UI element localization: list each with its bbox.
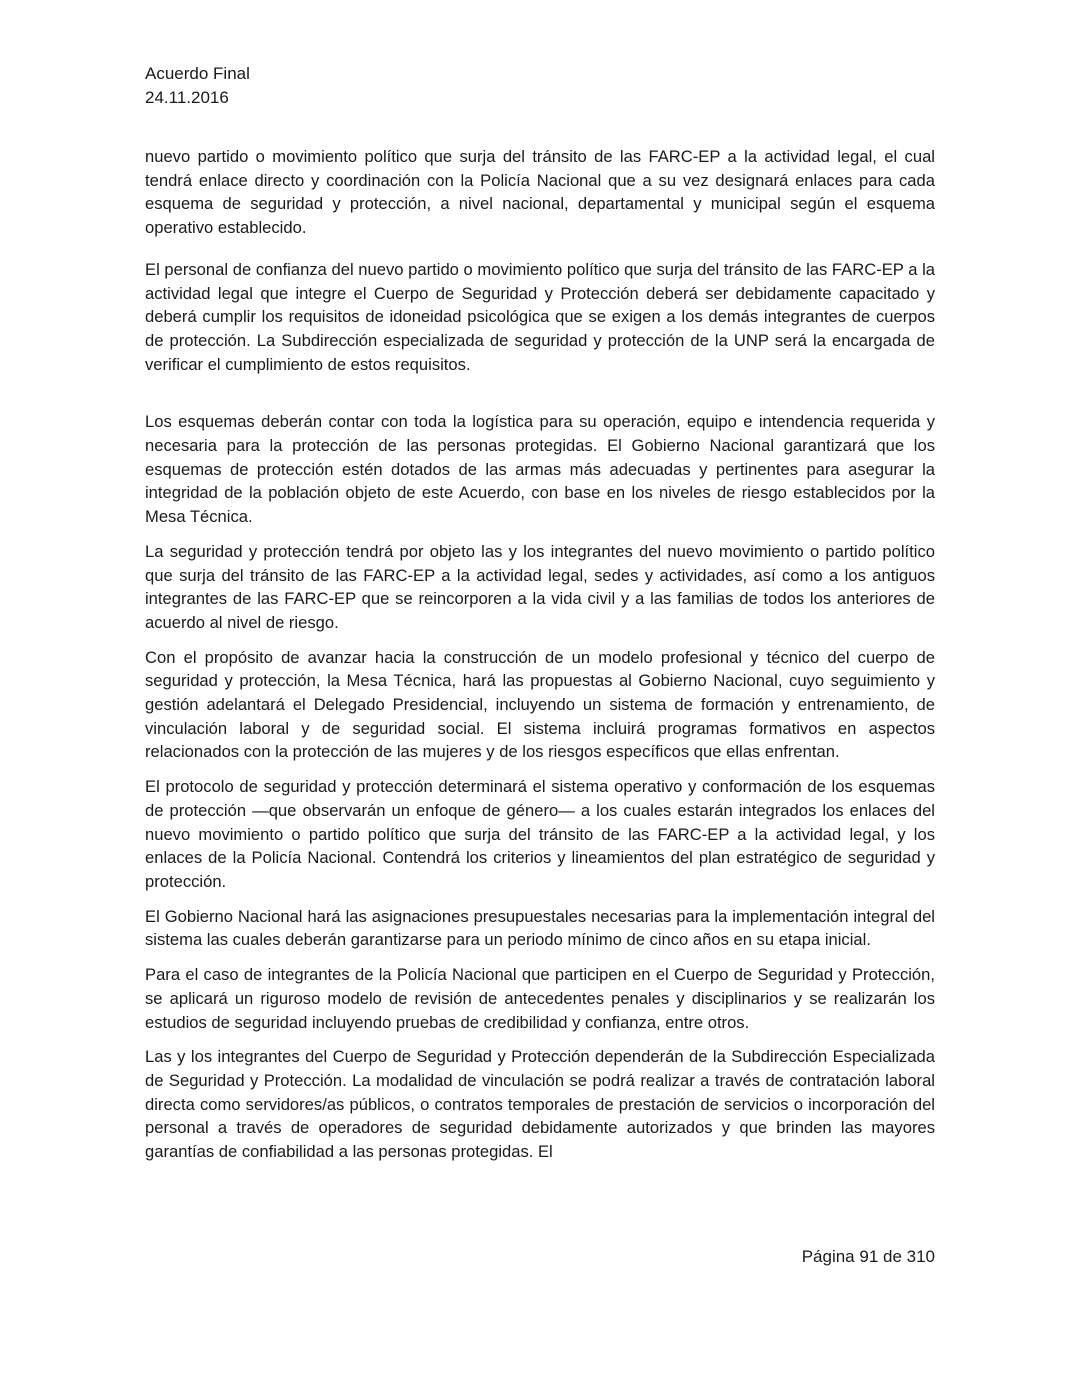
paragraph: El personal de confianza del nuevo partido o movimiento político que surja del tránsito de las FARC-EP a la actividad legal que integre el Cuerpo de Seguridad y Protección deberá ser debidamente capacitado y deberá cumplir los requisitos de idoneidad psicológica que se exigen a los demás integrantes de cuerpos de protección. La Subdirección especializada de seguridad y protección de la UNP será la encargada de verificar el cumplimiento de estos requisitos. xyxy=(145,259,935,374)
paragraph: El Gobierno Nacional hará las asignaciones presupuestales necesarias para la implementación integral del sistema las cuales deberán garantizarse para un periodo mínimo de cinco años en su etapa inicial. xyxy=(145,906,935,950)
body-text xyxy=(145,145,935,1164)
page-number: Página 91 de 310 xyxy=(801,1247,935,1266)
document-date: 24.11.2016 xyxy=(145,88,229,107)
paragraph: La seguridad y protección tendrá por objeto las y los integrantes del nuevo movimiento o partido político que surja del tránsito de las FARC-EP a la actividad legal, sedes y actividades, así como a los antiguos integrantes de las FARC-EP que se reincorporen a la vida civil y a las familias de todos los anteriores de acuerdo al nivel de riesgo. xyxy=(145,541,935,632)
paragraph: Para el caso de integrantes de la Policía Nacional que participen en el Cuerpo de Seguridad y Protección, se aplicará un riguroso modelo de revisión de antecedentes penales y disciplinarios y se realizarán los estudios de seguridad incluyendo pruebas de credibilidad y confianza, entre otros. xyxy=(145,965,935,1032)
paragraph: Con el propósito de avanzar hacia la construcción de un modelo profesional y técnico del cuerpo de seguridad y protección, la Mesa Técnica, hará las propuestas al Gobierno Nacional, cuyo seguimiento y gestión adelantará el Delegado Presidencial, incluyendo un sistema de formación y entrenamiento, de vinculación laboral y de seguridad social. El sistema incluirá programas formativos en aspectos relacionados con la protección de las mujeres y de los riesgos específicos que ellas enfrentan. xyxy=(145,647,935,762)
page-header xyxy=(145,62,250,110)
document-title: Acuerdo Final xyxy=(145,64,250,83)
paragraph: nuevo partido o movimiento político que surja del tránsito de las FARC-EP a la actividad legal, el cual tendrá enlace directo y coordinación con la Policía Nacional que a su vez designará enlaces para cada esquema de seguridad y protección, a nivel nacional, departamental y municipal según el esquema operativo establecido. xyxy=(145,147,935,238)
paragraph: Los esquemas deberán contar con toda la logística para su operación, equipo e intendencia requerida y necesaria para la protección de las personas protegidas. El Gobierno Nacional garantizará que los esquemas de protección estén dotados de las armas más adecuadas y pertinentes para asegurar la integridad de la población objeto de este Acuerdo, con base en los niveles de riesgo establecidos por la Mesa Técnica. xyxy=(145,412,935,527)
paragraph: Las y los integrantes del Cuerpo de Seguridad y Protección dependerán de la Subdirección Especializada de Seguridad y Protección. La modalidad de vinculación se podrá realizar a través de contratación laboral directa como servidores/as públicos, o contratos temporales de prestación de servicios o incorporación del personal a través de operadores de seguridad debidamente autorizados y que brinden las mayores garantías de confiabilidad a las personas protegidas. El xyxy=(145,1047,935,1162)
paragraph: El protocolo de seguridad y protección determinará el sistema operativo y conformación de los esquemas de protección —que observarán un enfoque de género— a los cuales estarán integrados los enlaces del nuevo movimiento o partido político que surja del tránsito de las FARC-EP a la actividad legal, y los enlaces de la Policía Nacional. Contendrá los criterios y lineamientos del plan estratégico de seguridad y protección. xyxy=(145,777,935,891)
